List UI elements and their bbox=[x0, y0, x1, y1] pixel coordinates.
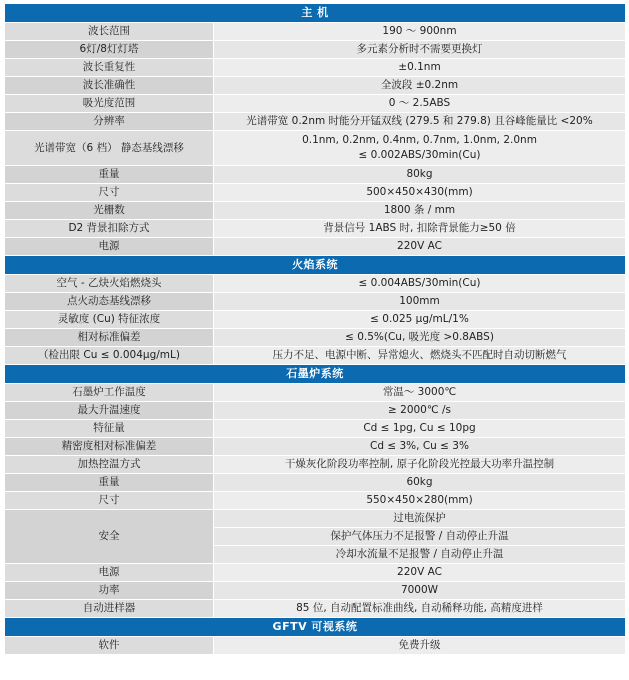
spec-label: （检出限 Cu ≤ 0.004μg/mL) bbox=[5, 347, 214, 365]
spec-value: 220V AC bbox=[214, 564, 626, 582]
spec-label: 自动进样器 bbox=[5, 600, 214, 618]
table-row bbox=[5, 311, 626, 329]
spec-value bbox=[214, 131, 626, 166]
spec-value: 100mm bbox=[214, 293, 626, 311]
spec-label: 吸光度范围 bbox=[5, 95, 214, 113]
spec-label: 空气 - 乙炔火焰燃烧头 bbox=[5, 275, 214, 293]
table-row bbox=[5, 637, 626, 655]
spec-value: 全波段 ±0.2nm bbox=[214, 77, 626, 95]
table-row bbox=[5, 438, 626, 456]
spec-label: 功率 bbox=[5, 582, 214, 600]
spec-label: 特征量 bbox=[5, 420, 214, 438]
table-row bbox=[5, 59, 626, 77]
table-row bbox=[5, 113, 626, 131]
table-row bbox=[5, 564, 626, 582]
spec-value-line: ≤ 0.002ABS/30min(Cu) bbox=[358, 149, 481, 161]
table-row bbox=[5, 456, 626, 474]
table-row bbox=[5, 131, 626, 166]
spec-value: 220V AC bbox=[214, 238, 626, 256]
table-row bbox=[5, 184, 626, 202]
spec-label: 6灯/8灯灯塔 bbox=[5, 41, 214, 59]
spec-value-line: 冷却水流量不足报警 / 自动停止升温 bbox=[335, 548, 504, 560]
table-row bbox=[5, 95, 626, 113]
spec-label: 尺寸 bbox=[5, 492, 214, 510]
table-row bbox=[5, 23, 626, 41]
spec-value: 500×450×430(mm) bbox=[214, 184, 626, 202]
table-row bbox=[5, 582, 626, 600]
spec-label: 灵敏度 (Cu) 特征浓度 bbox=[5, 311, 214, 329]
spec-value: 光谱带宽 0.2nm 时能分开锰双线 (279.5 和 279.8) 且谷峰能量比 <20% bbox=[214, 113, 626, 131]
spec-label: 精密度相对标准偏差 bbox=[5, 438, 214, 456]
spec-label: 波长准确性 bbox=[5, 77, 214, 95]
spec-value: 7000W bbox=[214, 582, 626, 600]
spec-value: 干燥灰化阶段功率控制, 原子化阶段光控最大功率升温控制 bbox=[214, 456, 626, 474]
spec-value: 背景信号 1ABS 时, 扣除背景能力≥50 倍 bbox=[214, 220, 626, 238]
spec-value: ≤ 0.5%(Cu, 吸光度 >0.8ABS) bbox=[214, 329, 626, 347]
spec-label: 重量 bbox=[5, 166, 214, 184]
spec-value: 免费升级 bbox=[214, 637, 626, 655]
spec-value: 85 位, 自动配置标准曲线, 自动稀释功能, 高精度进样 bbox=[214, 600, 626, 618]
spec-table-container bbox=[4, 3, 625, 655]
section-header-flame bbox=[5, 256, 626, 275]
spec-value: ±0.1nm bbox=[214, 59, 626, 77]
table-row bbox=[5, 275, 626, 293]
spec-label: 安全 bbox=[5, 510, 214, 564]
table-row bbox=[5, 420, 626, 438]
spec-value: 80kg bbox=[214, 166, 626, 184]
spec-label: D2 背景扣除方式 bbox=[5, 220, 214, 238]
spec-value: 多元素分析时不需要更换灯 bbox=[214, 41, 626, 59]
section-title: 火焰系统 bbox=[5, 256, 626, 275]
table-row bbox=[5, 41, 626, 59]
table-row bbox=[5, 492, 626, 510]
section-header-host bbox=[5, 4, 626, 23]
spec-label: 光栅数 bbox=[5, 202, 214, 220]
table-row bbox=[5, 474, 626, 492]
section-header-furnace bbox=[5, 365, 626, 384]
spec-label: 分辨率 bbox=[5, 113, 214, 131]
table-row bbox=[5, 402, 626, 420]
spec-label: 点火动态基线漂移 bbox=[5, 293, 214, 311]
table-row bbox=[5, 510, 626, 564]
table-row bbox=[5, 347, 626, 365]
spec-value: Cd ≤ 1pg, Cu ≤ 10pg bbox=[214, 420, 626, 438]
table-row bbox=[5, 238, 626, 256]
spec-label: 电源 bbox=[5, 564, 214, 582]
spec-label: 重量 bbox=[5, 474, 214, 492]
spec-value: 550×450×280(mm) bbox=[214, 492, 626, 510]
section-title: 主 机 bbox=[5, 4, 626, 23]
table-row bbox=[5, 202, 626, 220]
table-row bbox=[5, 220, 626, 238]
spec-label: 软件 bbox=[5, 637, 214, 655]
spec-value bbox=[214, 510, 626, 564]
spec-value: 190 ～ 900nm bbox=[214, 23, 626, 41]
table-row bbox=[5, 166, 626, 184]
spec-label: 最大升温速度 bbox=[5, 402, 214, 420]
table-row bbox=[5, 77, 626, 95]
spec-value: 压力不足、电源中断、异常熄火、燃烧头不匹配时自动切断燃气 bbox=[214, 347, 626, 365]
spec-label: 波长重复性 bbox=[5, 59, 214, 77]
table-row bbox=[5, 384, 626, 402]
spec-label: 电源 bbox=[5, 238, 214, 256]
section-title: 石墨炉系统 bbox=[5, 365, 626, 384]
spec-value-line: 0.1nm, 0.2nm, 0.4nm, 0.7nm, 1.0nm, 2.0nm bbox=[302, 134, 537, 146]
spec-value-line: 过电流保护 bbox=[214, 510, 625, 528]
spec-label: 波长范围 bbox=[5, 23, 214, 41]
spec-value: Cd ≤ 3%, Cu ≤ 3% bbox=[214, 438, 626, 456]
spec-label: 石墨炉工作温度 bbox=[5, 384, 214, 402]
table-row bbox=[5, 329, 626, 347]
spec-value: 60kg bbox=[214, 474, 626, 492]
spec-value-line: 保护气体压力不足报警 / 自动停止升温 bbox=[214, 528, 625, 546]
spec-value: ≤ 0.004ABS/30min(Cu) bbox=[214, 275, 626, 293]
spec-table bbox=[4, 3, 626, 655]
spec-label: 尺寸 bbox=[5, 184, 214, 202]
table-row bbox=[5, 600, 626, 618]
section-title: GFTV 可视系统 bbox=[5, 618, 626, 637]
spec-value: ≥ 2000℃ /s bbox=[214, 402, 626, 420]
spec-label: 相对标准偏差 bbox=[5, 329, 214, 347]
spec-label: 光谱带宽（6 档） 静态基线漂移 bbox=[5, 131, 214, 166]
spec-value: ≤ 0.025 μg/mL/1% bbox=[214, 311, 626, 329]
spec-value: 1800 条 / mm bbox=[214, 202, 626, 220]
spec-value: 常温～ 3000℃ bbox=[214, 384, 626, 402]
section-header-gftv bbox=[5, 618, 626, 637]
table-row bbox=[5, 293, 626, 311]
spec-label: 加热控温方式 bbox=[5, 456, 214, 474]
spec-value: 0 ～ 2.5ABS bbox=[214, 95, 626, 113]
